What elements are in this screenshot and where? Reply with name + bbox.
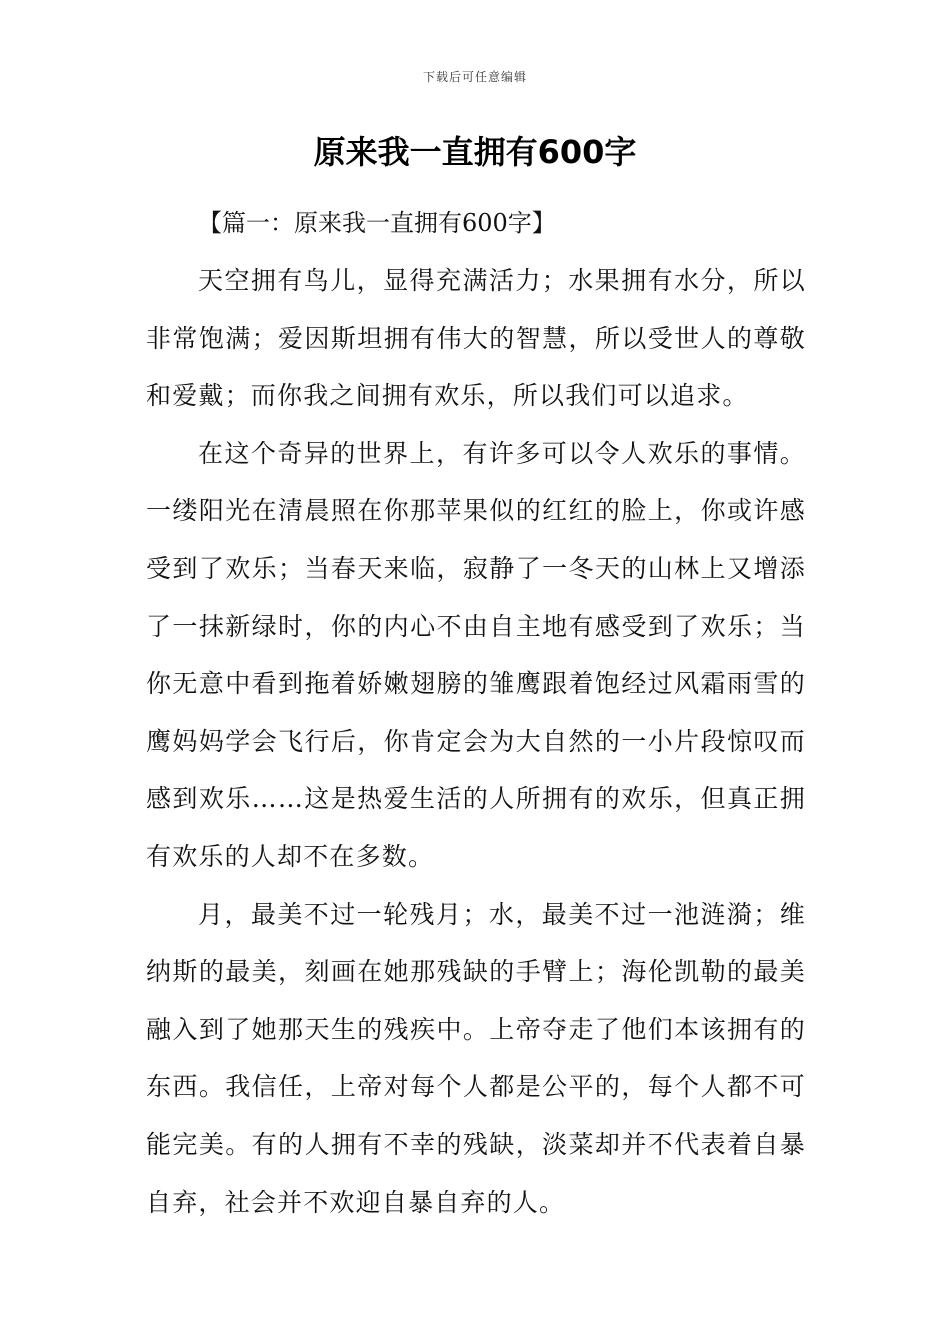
header-note: 下载后可任意编辑 [422, 70, 527, 84]
paragraph-2: 在这个奇异的世界上，有许多可以令人欢乐的事情。一缕阳光在清晨照在你那苹果似的红红的脸上，你或许感受到了欢乐；当春天来临，寂静了一冬天的山林上又增添了一抹新绿时，你的内心不由自主地有感受到了欢乐；当你无意中看到拖着娇嫩翅膀的雏鹰跟着饱经过风霜雨雪的鹰妈妈学会飞行后，你肯定会为大自然的一小片段惊叹而感到欢乐……这是热爱生活的人所拥有的欢乐，但真正拥有欢乐的人却不在多数。 [146, 438, 806, 871]
document-title: 原来我一直拥有600字 [313, 133, 637, 171]
paragraph-3: 月，最美不过一轮残月；水，最美不过一池涟漪；维纳斯的最美，刻画在她那残缺的手臂上；海伦凯勒的最美融入到了她那天生的残疾中。上帝夺走了他们本该拥有的东西。我信任，上帝对每个人都是公平的，每个人都不可能完美。有的人拥有不幸的残缺，淡菜却并不代表着自暴自弃，社会并不欢迎自暴自弃的人。 [146, 899, 806, 1217]
paragraph-1: 天空拥有鸟儿，显得充满活力；水果拥有水分，所以非常饱满；爱因斯坦拥有伟大的智慧，所以受世人的尊敬和爱戴；而你我之间拥有欢乐，所以我们可以追求。 [146, 266, 806, 411]
document-body [146, 195, 806, 1231]
section-heading: 【篇一：原来我一直拥有600字】 [198, 209, 556, 237]
